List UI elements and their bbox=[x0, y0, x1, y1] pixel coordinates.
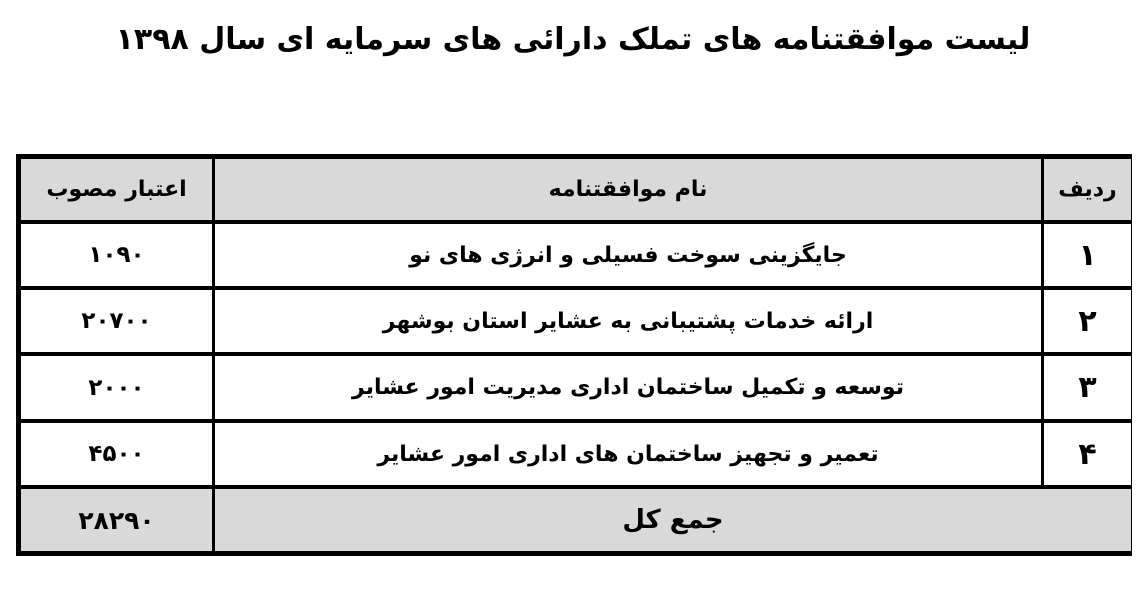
agreements-table bbox=[16, 154, 1132, 556]
table-cell-approved-credit: ۲۰۷۰۰ bbox=[21, 290, 212, 352]
column-header-agreement-name: نام موافقتنامه bbox=[215, 159, 1041, 220]
column-header-row-number: ردیف bbox=[1044, 159, 1131, 220]
table-cell-approved-credit: ۴۵۰۰ bbox=[21, 423, 212, 485]
total-label: جمع کل bbox=[215, 489, 1131, 551]
table-cell-row-number: ۴ bbox=[1044, 423, 1131, 485]
table-cell-row-number: ۱ bbox=[1044, 224, 1131, 286]
table-cell-row-number: ۲ bbox=[1044, 290, 1131, 352]
total-amount: ۲۸۲۹۰ bbox=[21, 489, 212, 551]
table-cell-agreement-name: جایگزینی سوخت فسیلی و انرژی های نو bbox=[215, 224, 1041, 286]
table-cell-row-number: ۳ bbox=[1044, 356, 1131, 419]
table-cell-agreement-name: ارائه خدمات پشتیبانی به عشایر استان بوشهر bbox=[215, 290, 1041, 352]
table-cell-agreement-name: تعمیر و تجهیز ساختمان های اداری امور عشایر bbox=[215, 423, 1041, 485]
table-cell-approved-credit: ۲۰۰۰ bbox=[21, 356, 212, 419]
table-cell-approved-credit: ۱۰۹۰ bbox=[21, 224, 212, 286]
page-title: لیست موافقتنامه های تملک دارائی های سرمایه ای سال ۱۳۹۸ bbox=[115, 22, 1031, 57]
table-cell-agreement-name: توسعه و تکمیل ساختمان اداری مدیریت امور عشایر bbox=[215, 356, 1041, 419]
column-header-approved-credit: اعتبار مصوب bbox=[21, 159, 212, 220]
